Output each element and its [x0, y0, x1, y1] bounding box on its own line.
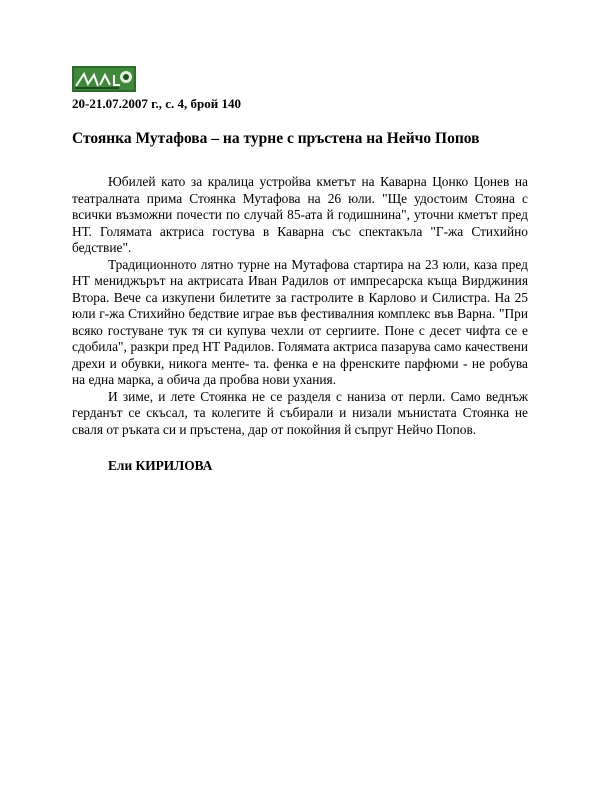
article-body: [72, 174, 528, 438]
article-page: [72, 66, 528, 474]
author-byline: Ели КИРИЛОВА: [108, 458, 213, 473]
paragraph-1: Юбилей като за кралица устройва кметът на Каварна Цонко Цонев на театралната прима Стоянка Мутафова на 26 юли. "Ще удостоим Стояна с всички възможни почести по случай 85-ата й годишнина", уточни кметът пред НТ. Голямата актриса гостува в Каварна със спектакъла "Г-жа Стихийно бедствие".: [72, 174, 528, 255]
dateline: 20-21.07.2007 г., с. 4, брой 140: [72, 96, 242, 111]
paragraph-2: Традиционното лятно турне на Мутафова стартира на 23 юли, каза пред НТ мениджърът на актрисата Иван Радилов от импресарска къща Вирджиния Втора. Вече са изкупени билетите за гастролите в Карлово и Силистра. На 25 юли г-жа Стихийно бедствие играе във фестивалния комплекс във Варна. "При всяко гостуване тук тя си купува чехли от сергиите. Поне с десет чифта се е сдобила", разкри пред НТ Радилов. Голямата актриса пазарува само качествени дрехи и обувки, никога менте- та. фенка е на френските парфюми - не робува на една марка, а обича да пробва нови ухания.: [72, 256, 528, 387]
newspaper-logo: [72, 66, 136, 92]
paragraph-3: И зиме, и лете Стоянка не се разделя с наниза от перли. Само веднъж герданът се скъсал, та колегите й събирали и низали мънистата Стоянка не сваля от ръката си и пръстена, дар от покойния й съпруг Нейчо Попов.: [72, 388, 528, 437]
article-headline: Стоянка Мутафова – на турне с пръстена на Нейчо Попов: [72, 130, 480, 147]
newspaper-logo-graphic: [72, 66, 136, 92]
